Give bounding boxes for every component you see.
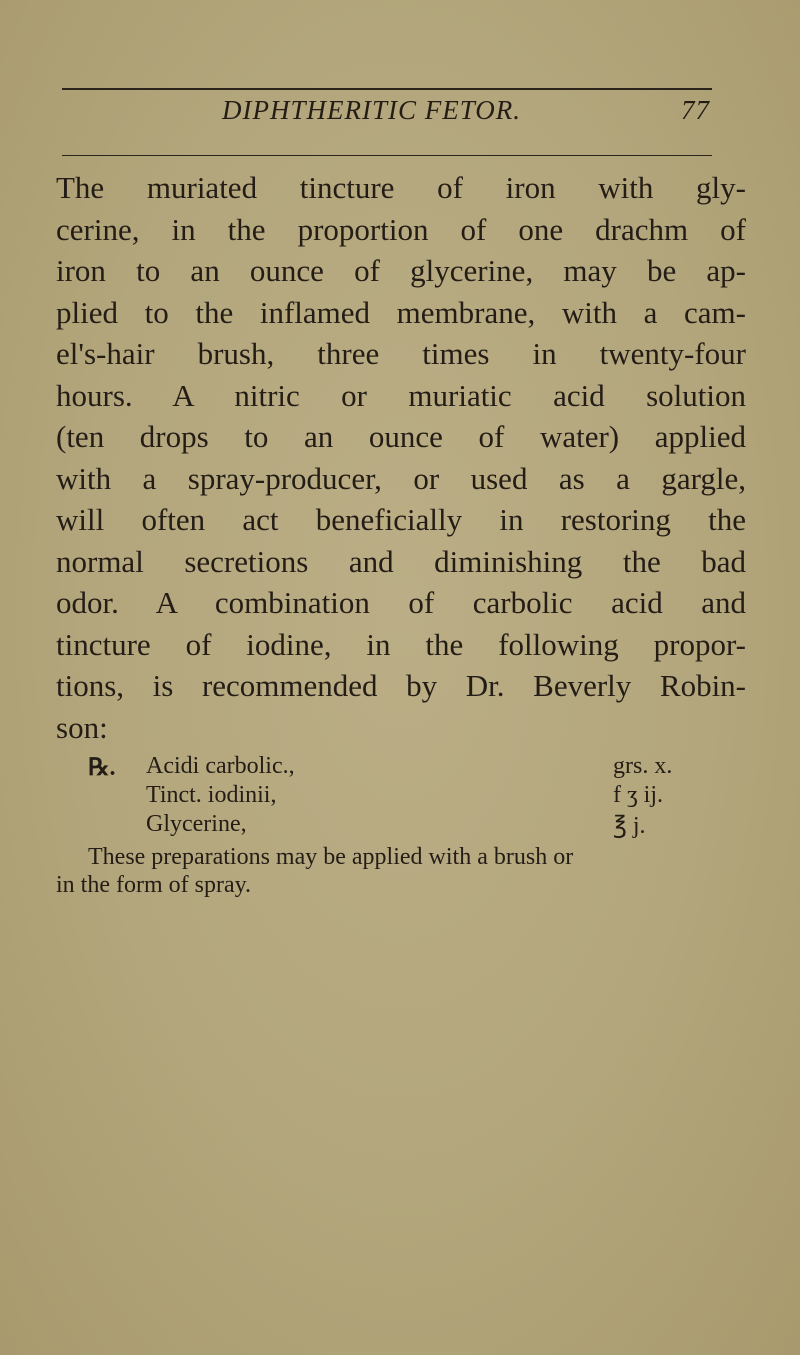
text-line: tions, is recommended by Dr. Beverly Robin- (56, 668, 746, 703)
text-line: cerine, in the proportion of one drachm of (56, 211, 746, 247)
ingredient: Glycerine, (146, 811, 247, 837)
text-line: The muriated tincture of iron with gly- (56, 170, 746, 205)
text-line: plied to the inflamed membrane, with a cam- (56, 294, 746, 330)
text-line: will often act beneficially in restoring the (56, 502, 746, 537)
text-line: in the form of spray. (56, 872, 252, 898)
running-title: DIPHTHERITIC FETOR. (222, 95, 521, 125)
text-line: with a spray-producer, or used as a gargle, (56, 460, 746, 496)
prescription-row (56, 782, 746, 811)
text-line: (ten drops to an ounce of water) applied (56, 419, 746, 454)
text-line: iron to an ounce of glycerine, may be ap- (56, 253, 746, 288)
quantity: grs. x. (613, 753, 673, 779)
header-rule-bottom (62, 155, 712, 156)
text-line: normal secretions and diminishing the bad (56, 543, 746, 579)
text-line: hours. A nitric or muriatic acid solution (56, 377, 746, 413)
text-line: These preparations may be applied with a brush or (88, 844, 574, 870)
text-line: tincture of iodine, in the following propor- (56, 626, 746, 662)
page-number: 77 (681, 95, 710, 125)
text-line: odor. A combination of carbolic acid and (56, 585, 746, 620)
text-line: son: (56, 709, 108, 745)
body-paragraph (56, 167, 746, 748)
prescription (56, 753, 746, 840)
running-header (62, 95, 712, 135)
quantity: f ʒ ij. (613, 782, 663, 808)
recipe-symbol: ℞. (88, 755, 116, 781)
quantity: ℥ j. (613, 813, 646, 839)
ingredient: Tinct. iodinii, (146, 782, 277, 808)
prescription-row (56, 753, 746, 782)
header-rule-top (62, 88, 712, 90)
ingredient: Acidi carbolic., (146, 753, 295, 779)
prescription-row (56, 811, 746, 840)
prescription-note (56, 843, 746, 899)
text-line: el's-hair brush, three times in twenty-four (56, 336, 746, 371)
